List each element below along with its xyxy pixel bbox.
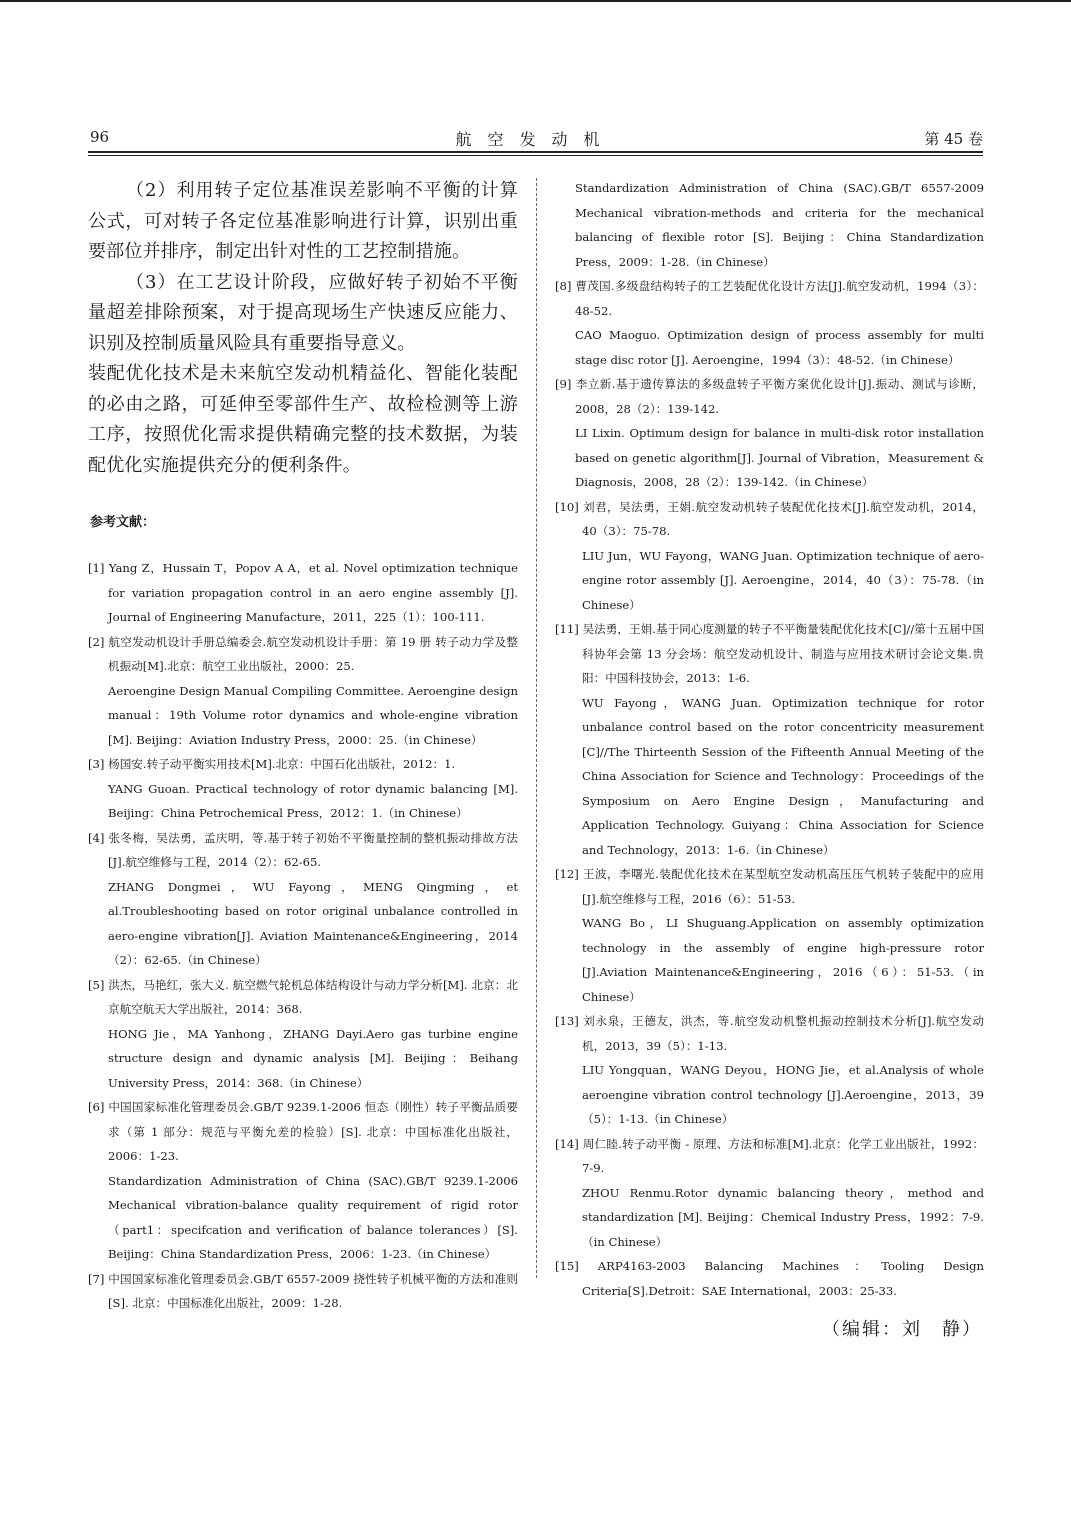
reference-item-2: [2] 航空发动机设计手册总编委会.航空发动机设计手册：第 19 册 转子动力学及整机振动[M].北京：航空工业出版社，2000：25. Aeroengine Design Manual Compiling Committee. Aeroengine design manual：19th Volume rotor dynamics and whole-engine vibration [M]. Beijing：Aviation Industry Press，2000：25.（in Chinese）	[88, 634, 518, 747]
reference-item-13: [13] 刘永泉，王德友，洪杰，等.航空发动机整机振动控制技术分析[J].航空发动机，2013，39（5）：1-13. LIU Yongquan，WANG Deyou，HONG Jie，et al.Analysis of whole aeroengine vibration control technology [J].Aeroengine，2013，39（5）：1-13.（in Chinese）	[555, 1014, 984, 1126]
reference-item-5: [5] 洪杰，马艳红，张大义. 航空燃气轮机总体结构设计与动力学分析[M]. 北京：北京航空航天大学出版社，2014：368. HONG Jie，MA Yanhong，ZHANG Dayi.Aero gas turbine engine structure design and dynamic analysis [M]. Beijing：Beihang University Press，2014：368.（in Chinese）	[88, 977, 518, 1090]
reference-item-4: [4] 张冬梅，吴法勇，孟庆明，等.基于转子初始不平衡量控制的整机振动排故方法[J].航空维修与工程，2014（2）：62-65. ZHANG Dongmei，WU Fayong，MENG Qingming，et al.Troubleshooting based on rotor original unbalance controlled in aero-engine vibration[J]. Aviation Maintenance&Engineering，2014（2）：62-65.（in Chinese）	[88, 830, 518, 967]
reference-item-9: [9] 李立新.基于遗传算法的多级盘转子平衡方案优化设计[J].振动、测试与诊断，2008，28（2）：139-142. LI Lixin. Optimum design for balance in multi-disk rotor installation based on genetic algorithm[J]. Journal of Vibration，Measurement & Diagnosis，2008，28（2）：139-142.（in Chinese）	[555, 377, 984, 489]
header-rule	[88, 151, 983, 153]
conclusion-paragraph-2: （2）利用转子定位基准误差影响不平衡的计算公式，可对转子各定位基准影响进行计算，识别出重要部位并排序，制定出针对性的工艺控制措施。	[88, 180, 518, 262]
conclusion-paragraph-summary: 装配优化技术是未来航空发动机精益化、智能化装配的必由之路，可延伸至零部件生产、故检检测等上游工序，按照优化需求提供精确完整的技术数据，为装配优化实施提供充分的便利条件。	[88, 363, 518, 476]
reference-item-11: [11] 吴法勇，王娟.基于同心度测量的转子不平衡量装配优化技术[C]//第十五届中国科协年会第 13 分会场：航空发动机设计、制造与应用技术研讨会论文集.贵阳：中国科技协会，2013：1-6. WU Fayong，WANG Juan. Optimization technique for rotor unbalance control based on the rotor concentricity measurement [C]//The Thirteenth Session of the Fifteenth Annual Meeting of the China Association for Science and Technology：Proceedings of the Symposium on Aero Engine Design，Manufacturing and Application Technology. Guiyang：China Association for Science and Technology，2013：1-6.（in Chinese）	[555, 622, 984, 857]
left-column	[88, 176, 518, 1316]
reference-item-10: [10] 刘君，吴法勇，王娟.航空发动机转子装配优化技术[J].航空发动机，2014，40（3）：75-78. LIU Jun，WU Fayong，WANG Juan. Optimization technique of aero-engine rotor assembly [J]. Aeroengine，2014，40（3）：75-78.（in Chinese）	[555, 499, 984, 612]
reference-item-8: [8] 曹茂国.多级盘结构转子的工艺装配优化设计方法[J].航空发动机，1994（3）：48-52. CAO Maoguo. Optimization design of process assembly for multi stage disc rotor [J]. Aeroengine，1994（3）：48-52.（in Chinese）	[555, 279, 984, 367]
reference-item-7: [7] 中国国家标准化管理委员会.GB/T 6557-2009 挠性转子机械平衡的方法和准则[S]. 北京：中国标准化出版社，2009：1-28.	[88, 1271, 518, 1310]
top-border	[0, 0, 1071, 2]
reference-item-6: [6] 中国国家标准化管理委员会.GB/T 9239.1-2006 恒态（刚性）转子平衡品质要求（第 1 部分：规范与平衡允差的检验）[S]. 北京：中国标准化出版社，2006：1-23. Standardization Administration of China (SAC).GB/T 9239.1-2006 Mechanical vibration-balance quality requirement of rigid rotor（part1：specifcation and verification of balance tolerances）[S]. Beijing：China Standardization Press，2006：1-23.（in Chinese）	[88, 1100, 518, 1261]
page-header	[88, 124, 983, 152]
volume-label: 第 45 卷	[924, 130, 983, 148]
column-divider	[536, 178, 537, 1278]
page-number: 96	[90, 128, 110, 146]
reference-item-12: [12] 王波，李曙光.装配优化技术在某型航空发动机高压压气机转子装配中的应用[J].航空维修与工程，2016（6）：51-53. WANG Bo，LI Shuguang.Application on assembly optimization technology in the assembly of engine high-pressure rotor [J].Aviation Maintenance&Engineering，2016（6）：51-53.（in Chinese）	[555, 867, 984, 1004]
conclusion-paragraph-3: （3）在工艺设计阶段，应做好转子初始不平衡量超差排除预案，对于提高现场生产快速反应能力、识别及控制质量风险具有重要指导意义。	[88, 271, 518, 354]
reference-item-3: [3] 杨国安.转子动平衡实用技术[M].北京：中国石化出版社，2012：1. YANG Guoan. Practical technology of rotor dynamic balancing [M]. Beijing：China Petrochemical Press，2012：1.（in Chinese）	[88, 757, 518, 820]
reference-item-15: [15] ARP4163-2003 Balancing Machines：Tooling Design Criteria[S].Detroit：SAE International，2003：25-33.	[555, 1259, 984, 1298]
reference-item-7-continued: Standardization Administration of China (SAC).GB/T 6557-2009 Mechanical vibration-methods and criteria for the mechanical balancing of flexible rotor [S]. Beijing：China Standardization Press，2009：1-28.（in Chinese）	[575, 181, 984, 269]
reference-item-14: [14] 周仁睦.转子动平衡 - 原理、方法和标准[M].北京：化学工业出版社，1992：7-9. ZHOU Renmu.Rotor dynamic balancing theory，method and standardization [M]. Beijing：Chemical Industry Press，1992：7-9.（in Chinese）	[555, 1136, 984, 1249]
reference-item-1: [1] Yang Z，Hussain T，Popov A A，et al. Novel optimization technique for variation propagation control in an aero engine assembly [J]. Journal of Engineering Manufacture，2011，225（1）：100-111.	[88, 561, 518, 624]
references-heading: 参考文献：	[90, 515, 156, 530]
journal-title: 航空发动机	[455, 130, 616, 149]
header-rule-thin	[88, 155, 983, 156]
right-column	[555, 176, 984, 1341]
editor-note: （编辑：刘 静）	[822, 1319, 982, 1340]
